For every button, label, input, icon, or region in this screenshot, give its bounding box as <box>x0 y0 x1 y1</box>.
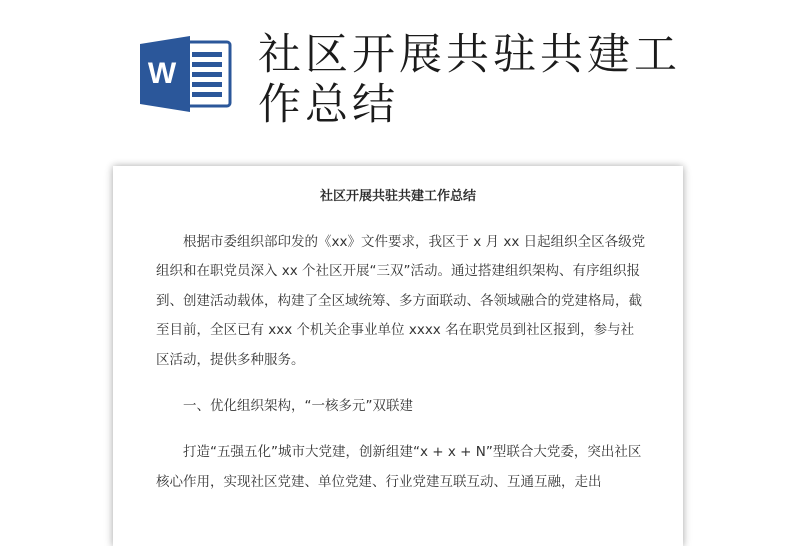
document-title: 社区开展共驻共建工作总结 <box>319 189 476 204</box>
section-heading-1: 一、优化组织架构，“一核多元”双联建 <box>183 398 413 415</box>
page-title: 社区开展共驻共建工作总结 <box>258 30 681 130</box>
paragraph-intro: 根据市委组织部印发的《xx》文件要求，我区于 x 月 xx 日起组织全区各级党组织和在职党员深入 xx 个社区开展“三双”活动。通过搭建组织架构、有序组织报到、创建活动载体，构建了全区域统筹、多方面联动、各领域融合的党建格局，截至目前，全区已有 xxx 个机关企事业单位 xxxx 名在职党员到社区报到，参与社区活动，提供多种服务。 <box>156 234 646 368</box>
word-logo-letter: W <box>147 57 177 90</box>
document-body <box>156 228 646 497</box>
paragraph-section-1: 打造“五强五化”城市大党建，创新组建“x + x + N”型联合大党委，突出社区核心作用，实现社区党建、单位党建、行业党建互联互动、互通互融，走出 <box>156 444 642 490</box>
word-document-icon <box>140 36 232 112</box>
document-page <box>113 166 683 546</box>
header-banner <box>0 0 800 160</box>
